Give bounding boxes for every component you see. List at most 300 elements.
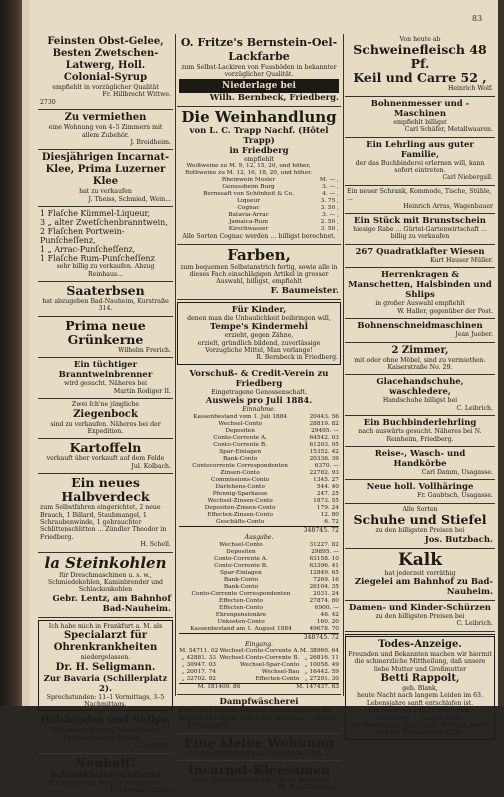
cell-label: Spar-Einlagen bbox=[219, 448, 262, 455]
table-row bbox=[179, 577, 339, 584]
einnahme-table bbox=[179, 414, 339, 526]
cell-value: 29495. — bbox=[311, 427, 339, 434]
table-row bbox=[179, 655, 339, 662]
ad-body: der das Buchbinderei erlernen will, kann sofort eintreten. bbox=[355, 159, 485, 175]
ad-sign: Carl Niebergall. bbox=[442, 174, 493, 182]
ad-sign: J. Theiss, Schmied, Wein... bbox=[88, 195, 171, 203]
ad-obst bbox=[38, 34, 173, 110]
cell-label: Bank-Conto bbox=[222, 455, 258, 462]
ausgabe-table bbox=[179, 542, 339, 633]
cell-label: Jamaica-Rum bbox=[229, 219, 268, 226]
cell-label: Commissions-Conto bbox=[211, 476, 270, 483]
table-row bbox=[179, 449, 339, 456]
ad-number: 2730 bbox=[40, 98, 56, 106]
ad-sign: Heinrich Wolf. bbox=[447, 85, 493, 93]
cell-value: 6. 72 bbox=[324, 518, 339, 525]
cell-label: Kassenbestand am 1. August 1884 bbox=[190, 625, 292, 632]
cell-label: Kassenbestand vom 1. Juli 1884 bbox=[193, 413, 288, 420]
ausgabe-label: Ausgabe. bbox=[244, 534, 274, 542]
cell-c: „ 27291. 30 bbox=[304, 676, 339, 683]
ad-fritze bbox=[177, 34, 341, 107]
ad-title: Diesjährigen Incarnat-Klee, Prima Luzerner Klee bbox=[41, 152, 170, 188]
table-row bbox=[179, 484, 339, 491]
cell-price: 3. 75 , bbox=[320, 198, 339, 205]
ad-wohnung bbox=[177, 734, 341, 761]
ad-sign: Jean Jueber. bbox=[455, 331, 493, 339]
ad-body: zu den billigsten Preisen bei bbox=[375, 612, 465, 620]
table-row bbox=[179, 505, 339, 512]
ad-sign: Martin Rodiger II. bbox=[113, 387, 171, 395]
cell-b: Wechsel-Bau bbox=[261, 669, 300, 676]
column-rule bbox=[175, 34, 176, 696]
ad-moebel bbox=[345, 186, 495, 214]
cell-label: Geschäfts-Conto bbox=[215, 518, 265, 525]
ad-body: für eine stille Familie zu vermiethen, auch ... bbox=[188, 749, 330, 757]
ad-title: Saaterbsen bbox=[66, 283, 145, 299]
page-edge bbox=[498, 0, 504, 706]
cell-price bbox=[318, 170, 339, 177]
ad-body: verkauft über verkauft auf dem Felde bbox=[46, 455, 165, 463]
table-row bbox=[179, 170, 339, 177]
ad-sign: Heinrich Arras, Wagenbauer bbox=[403, 202, 493, 210]
cell-value: 20443. 56 bbox=[309, 413, 339, 420]
ad-pre: Alle Sorten bbox=[402, 505, 438, 513]
table-row bbox=[179, 191, 339, 198]
ad-date: Friedberg, 1. August 1884. bbox=[377, 714, 463, 722]
cell-label: Contocorrente Correspondenten bbox=[192, 462, 288, 469]
cell-value: 64542. 03 bbox=[309, 434, 339, 441]
ad-body: zum Selbst-Lackiren von Fussböden in bekannter vorzüglicher Qualität. bbox=[181, 64, 337, 79]
table-row bbox=[179, 463, 339, 470]
cell-label: Conto-Corrente A. bbox=[213, 434, 267, 441]
cell-c: „ 10058. 49 bbox=[304, 662, 339, 669]
cell-label: Bernesaft von Schönheit & Co. bbox=[203, 191, 294, 198]
ad-title: Incarnat-Kleesamen bbox=[187, 761, 331, 777]
ad-note: Alle Sorten Cognac werden ... billigst berechnet. bbox=[182, 233, 336, 241]
cell-label: Weißweine zu M. 9, 12, 15, 20, und höher, bbox=[186, 163, 311, 170]
cell-label: Effecten-Zinsen-Conto bbox=[207, 511, 273, 518]
cell-value: 12849. 65 bbox=[309, 569, 339, 576]
ad-sign: Jos. Butzbach. bbox=[424, 534, 493, 545]
cell-a: „ 20017. 74 bbox=[181, 669, 216, 676]
column-rule bbox=[343, 34, 344, 696]
cell-a: „ 32702. 92 bbox=[181, 676, 216, 683]
cell-value: 160. 20 bbox=[316, 618, 339, 625]
ausgabe-total: 348745. 72 bbox=[179, 633, 339, 641]
ad-title: Damen- und Kinder-Schürzen bbox=[349, 602, 491, 613]
cell-b: Wechsel-Spar-Conto bbox=[239, 662, 300, 669]
table-row bbox=[179, 163, 339, 170]
ad-intro: empfiehlt bbox=[244, 155, 274, 163]
table-row bbox=[179, 605, 339, 612]
ad-line: 1 Flaſche Kümmel-Liqueur, bbox=[40, 209, 151, 219]
table-row bbox=[179, 414, 339, 421]
cell-c: „ 26816. 11 bbox=[304, 655, 339, 662]
cell-a: „ 42881. 33 bbox=[181, 655, 216, 662]
ad-title: Feinsten Obst-Gelee, Besten Zwetschen-Latwerg, Holl. Colonial-Syrup bbox=[47, 36, 164, 83]
cell-value: 6900. — bbox=[314, 604, 339, 611]
ad-body: empfiehlt in vorzüglicher Qualität bbox=[52, 84, 159, 91]
eingang-totals bbox=[179, 683, 339, 691]
ad-body: zu den billigsten Preisen bei bbox=[375, 527, 465, 535]
ad-body: sehr billig zu verkaufen. Abzug Reinhaus... bbox=[56, 263, 155, 278]
ad-sign: Carl Schäfer, Metallwaaren. bbox=[404, 126, 493, 134]
table-row bbox=[179, 470, 339, 477]
table-row bbox=[179, 498, 339, 505]
ad-zimmer bbox=[345, 343, 495, 376]
cell-label: Kirschwasser bbox=[228, 226, 269, 233]
ad-subtitle: von L. C. Trapp Nachf. (Hôtel Trapp) bbox=[189, 125, 329, 146]
cell-label: Unkosten-Conto bbox=[217, 618, 265, 625]
cell-label: Depositen bbox=[226, 548, 256, 555]
cell-value: 46. 42 bbox=[320, 611, 339, 618]
ad-pre: Von heute ab bbox=[399, 36, 441, 43]
ad-sign: Wilhelmine Schmit. bbox=[109, 787, 171, 795]
ad-title: Kartoffeln bbox=[69, 440, 142, 456]
ad-kindermehl bbox=[177, 302, 341, 365]
ad-brand: Tempe's Kindermehl bbox=[210, 322, 308, 333]
ad-title: Todes-Anzeige. bbox=[378, 638, 462, 650]
ad-title: Specialarzt für Ohrenkrankheiten bbox=[53, 630, 158, 654]
table-row bbox=[179, 428, 339, 435]
ad-line: 1 Flaſche Rum-Punſcheſſenz bbox=[40, 254, 155, 264]
ad-line: denen man die Unbaulichkeit beibringen will, bbox=[187, 314, 331, 322]
ad-body: Beste aller kleinen Waaren! In allen Zweigen der Wäsche hält bei W. Holl & Co. Weidenau ... ferner ... Bezugsquelle bbox=[179, 707, 335, 730]
ad-title: Vorschuß- & Credit-Verein zu Friedberg bbox=[189, 368, 329, 389]
table-row bbox=[179, 570, 339, 577]
ad-title: Prima neue Grünkerne bbox=[65, 317, 146, 347]
ad-ausweis: Ausweis pro Juli 1884. bbox=[205, 396, 313, 407]
ad-line: 3 „ alter Zwetſchenbranntwein, bbox=[40, 218, 168, 228]
ad-title: Ein Stück mit Brunstschein bbox=[354, 216, 486, 227]
cell-label: Cognac bbox=[237, 205, 260, 212]
cell-label: Bank-Conto bbox=[223, 576, 259, 583]
cell-value: 179. 24 bbox=[316, 504, 339, 511]
table-row bbox=[179, 205, 339, 212]
ad-sign: Ziegelei am Bahnhof zu Bad-Nauheim. bbox=[354, 576, 493, 597]
ad-hours: Sprechstunden: 11–1 Vormittags, 3–5 Nachmittags. bbox=[46, 693, 165, 708]
ad-incarnat-kleesamen bbox=[177, 761, 341, 795]
table-row bbox=[179, 662, 339, 669]
cell-price: 4. — , bbox=[322, 191, 339, 198]
eingang-label: Eingang. bbox=[244, 640, 274, 648]
cell-label: Wechsel-Zinsen-Conto bbox=[207, 497, 273, 504]
ad-title: Dampfwäscherei bbox=[219, 697, 299, 708]
cell-price: 3. 50 , bbox=[320, 205, 339, 212]
eingang-table bbox=[179, 648, 339, 683]
cell-label: Bank-Conto bbox=[223, 583, 259, 590]
table-row bbox=[179, 184, 339, 191]
ad-sign: Carl Damm, Usagasse. bbox=[421, 468, 493, 476]
ad-title: Ein neues Halbverdeck bbox=[61, 475, 150, 505]
ad-subtitle: Eingetragene Genossenschaft. bbox=[211, 388, 307, 396]
table-row bbox=[179, 421, 339, 428]
ad-vorschuss-verein bbox=[177, 367, 341, 695]
cell-label: Conto-Corrente B. bbox=[214, 562, 268, 569]
table-row bbox=[179, 549, 339, 556]
ad-sign: Wilhelm Frerich. bbox=[118, 346, 171, 354]
cell-label: Liqueur bbox=[236, 198, 261, 205]
ad-line: 1 „ Arrac-Punſcheſſenz, bbox=[40, 245, 136, 255]
ad-line: erzieht, gegen Zähne, bbox=[224, 332, 294, 340]
cell-label: Depositen-Zinsen-Conto bbox=[204, 504, 276, 511]
cell-value: 22782. 93 bbox=[309, 469, 339, 476]
ad-vollhaeringe bbox=[345, 480, 495, 503]
ad-title: 267 Quadratklafter Wiesen bbox=[355, 246, 485, 257]
column-middle bbox=[177, 34, 341, 792]
ad-title: Die Weinhandlung bbox=[181, 107, 337, 126]
ad-body: Handschuhe billigst bei bbox=[382, 397, 458, 405]
ad-address: Zur Bavaria (Schillerplatz 2). bbox=[43, 673, 168, 694]
cell-value: 7269. 16 bbox=[313, 576, 339, 583]
ad-ziegen bbox=[38, 399, 173, 439]
ad-pre: Zwei ſch'ne jüngliche bbox=[71, 401, 140, 409]
ad-schuerzen bbox=[345, 601, 495, 632]
table-row bbox=[179, 477, 339, 484]
ad-body: mit oder ohne Möbel, sind zu vermiethen. Kaiserstraße No. 29. bbox=[354, 356, 486, 371]
cell-value: 12. 80 bbox=[320, 511, 339, 518]
ad-body: hat zu verkaufen bbox=[79, 188, 132, 196]
book-binding bbox=[0, 0, 22, 706]
ad-title: Kalk bbox=[397, 549, 443, 570]
table-row bbox=[179, 598, 339, 605]
cell-value: 6370. — bbox=[314, 462, 339, 469]
ad-sign: Ph. Zeu. Trommels. bbox=[277, 784, 339, 792]
cell-value: 1873. 55 bbox=[313, 497, 339, 504]
ad-sign: R. Bernbeck in Friedberg. bbox=[256, 354, 338, 362]
cell-price: 3. — , bbox=[322, 184, 339, 191]
cell-value: 2031. 24 bbox=[313, 590, 339, 597]
table-row bbox=[179, 198, 339, 205]
table-row bbox=[179, 619, 339, 626]
ad-body: (neuer Qualität) empfiehlt à 30 Pf. per Pfund bbox=[188, 776, 330, 784]
cell-label: Conto-Corrente B. bbox=[213, 441, 268, 448]
ad-halbverdeck bbox=[38, 474, 173, 552]
table-row bbox=[179, 491, 339, 498]
ad-title: Ein tüchtiger Branntweinbrenner bbox=[58, 360, 153, 381]
ad-subtitle: geb. Blank, bbox=[402, 685, 438, 692]
cell-label: Batavia-Arrac bbox=[228, 212, 269, 219]
table-row bbox=[179, 219, 339, 226]
ad-title: Bohnenschneidmaschinen bbox=[357, 321, 483, 332]
ad-bohnenmesser bbox=[345, 97, 495, 138]
ad-title: O. Fritze's Bernstein-Oel-Lackfarbe bbox=[180, 36, 338, 63]
ad-doctor-name: Dr. H. Seligmann. bbox=[55, 661, 156, 673]
ad-body: Ein neuer Schrank, Kommode, Tische, Stühle, ... bbox=[347, 187, 492, 203]
cell-label: Wechsel-Conto bbox=[218, 420, 262, 427]
cell-b: Effecten-Conto bbox=[255, 676, 300, 683]
table-row bbox=[179, 519, 339, 526]
ad-title: Herrenkragen & Manschetten, Halsbinden und Shlips bbox=[348, 270, 492, 301]
ad-title: Ziegenbock bbox=[73, 408, 138, 420]
ad-buchbinderlehrling bbox=[345, 416, 495, 447]
table-row bbox=[179, 556, 339, 563]
cell-value: 29895. — bbox=[311, 548, 339, 555]
cell-label: Wechsel-Conto bbox=[219, 541, 263, 548]
table-row bbox=[179, 456, 339, 463]
ad-glacehandschuhe bbox=[345, 375, 495, 416]
table-row bbox=[179, 584, 339, 591]
ad-title: Halsbinden und Shlips, bbox=[40, 715, 171, 727]
ad-reisekoerbe bbox=[345, 447, 495, 480]
ad-sign: Wilh. Bernbeck, Friedberg. bbox=[209, 92, 339, 103]
einnahme-total: 348745. 72 bbox=[179, 526, 339, 534]
page-number: 83 bbox=[472, 14, 483, 23]
ad-steinkohlen bbox=[38, 553, 173, 618]
cell-c: „ 16442. 59 bbox=[304, 669, 339, 676]
ad-sign: Jul. Kolbach. bbox=[131, 462, 171, 470]
cell-label: Rothweine zu M. 12, 16, 18, 20, und höher. bbox=[185, 170, 313, 177]
ad-body: hat abzugeben Bad-Nauheim, Kurstraße 314. bbox=[42, 298, 169, 313]
ad-city: in Friedberg bbox=[229, 145, 289, 156]
ad-footer: Die Beerdigung findet statt: Sonntag den 3. August, Nachmittags 4 Uhr. bbox=[351, 722, 489, 737]
table-row bbox=[179, 563, 339, 570]
ad-title: Schweinefleisch 48 Pf. bbox=[353, 42, 487, 72]
table-row bbox=[179, 435, 339, 442]
table-row bbox=[179, 442, 339, 449]
ad-body: hiesige Rabe ... Gürtel-Gartenwirtschaft ... billig zu verkaufen bbox=[353, 226, 487, 241]
ad-flaschen bbox=[38, 207, 173, 282]
ad-todes-anzeige bbox=[345, 634, 495, 740]
ad-body: zum Selbstfahren eingerichtet, 2 neue Brauch, 1 Billard, Staubmangel, 1 Schraubenwinde, 1 gebrauchter Schlittenschlitten ... Zündler Theodor in Friedberg. bbox=[40, 504, 167, 541]
ad-title: Reise-, Wasch- und Handkörbe bbox=[374, 448, 466, 469]
ad-bohnenschneidmaschinen bbox=[345, 319, 495, 342]
cell-value: 1345. 27 bbox=[313, 476, 339, 483]
column-left bbox=[38, 34, 173, 795]
ad-sign: C. Leibrich. bbox=[456, 404, 493, 412]
ad-body: nach auswärts gesucht. Näheres bei N. Reinheim, Friedberg. bbox=[358, 428, 482, 443]
ad-body: in großer Auswahl empfiehlt bbox=[375, 300, 465, 308]
ad-sign: Die trauernden Hinterbliebenen. bbox=[368, 707, 472, 715]
ad-body: eine Wohnung von 4–5 Zimmern mit allem Zubehör. bbox=[48, 124, 163, 139]
table-row bbox=[179, 212, 339, 219]
cell-value: 26104. 35 bbox=[309, 583, 339, 590]
cell-label: Darlehens-Conto bbox=[215, 483, 265, 490]
ad-klee bbox=[38, 150, 173, 207]
ad-title: Farben, bbox=[227, 245, 291, 264]
ad-saaterbsen bbox=[38, 282, 173, 317]
table-row bbox=[179, 669, 339, 676]
ad-body: Freunden und Bekannten machen wir hiermit die schmerzliche Mittheilung, daß unsere liebe Mutter und Großmutter bbox=[348, 650, 492, 673]
cell-price: M. — , bbox=[319, 177, 339, 184]
cell-value: 247. 25 bbox=[316, 490, 339, 497]
ad-body: niedergelassen. bbox=[80, 654, 131, 662]
cell-value: 15352. 42 bbox=[309, 448, 339, 455]
ad-sign: Fr. Hillbrecht Wittwe. bbox=[102, 91, 171, 99]
ad-sign: Gebr. Lentz, am Bahnhof Bad-Nauheim. bbox=[52, 593, 171, 614]
ad-vermiethen bbox=[38, 110, 173, 150]
ad-sign: W. Haller, gegenüber der Post. bbox=[397, 307, 493, 315]
ad-line: erzielt, gründlich bildend, zuverlässige Vorzugliche Mittel, Man verlange! bbox=[197, 339, 321, 355]
ad-band: Niederlage bei bbox=[179, 79, 339, 93]
ad-title: Bohnenmesser und -Maschinen bbox=[370, 98, 470, 119]
cell-value: 20336. 39 bbox=[309, 455, 339, 462]
cell-label: Zinsen-Conto bbox=[220, 469, 260, 476]
ad-ohrenarzt bbox=[38, 620, 173, 712]
cell-label: Effecten-Conto bbox=[218, 604, 263, 611]
ad-body: für Damen und Mädchen billigst bei bbox=[48, 779, 163, 787]
ad-sign: H. Schell. bbox=[140, 541, 171, 549]
column-right bbox=[345, 34, 495, 737]
ad-title: la Steinkohlen bbox=[44, 553, 167, 572]
ad-body-2: heute Nacht nach langem Leiden im 63. Lebensjahre sanft entschlafen ist. bbox=[357, 692, 483, 707]
ad-lehrling bbox=[345, 138, 495, 186]
table-row bbox=[179, 626, 339, 633]
table-row bbox=[179, 226, 339, 233]
ad-body: für Dreschmaschinen u. s. w., Schmiedekohlen, Kaminbrender und Schlackenkohlen bbox=[47, 571, 164, 594]
ad-sign: Kurt Hauser Müller. bbox=[430, 256, 493, 264]
cell-price bbox=[318, 163, 339, 170]
cell-value: 31227. 82 bbox=[309, 541, 339, 548]
ad-sign: Fr. Gaubtsch, Usagasse. bbox=[417, 492, 493, 500]
ad-brunstschein bbox=[345, 214, 495, 245]
table-row bbox=[179, 177, 339, 184]
ad-title: Eine kleine Wohnung bbox=[184, 734, 334, 750]
ad-quadratklafter bbox=[345, 245, 495, 268]
wine-price-list bbox=[179, 163, 339, 233]
cell-value: 63396. 41 bbox=[309, 562, 339, 569]
cell-c: M. 38960. 64 bbox=[299, 648, 339, 655]
cell-label: Pfennig-Sparkasse bbox=[212, 490, 268, 497]
ad-farben bbox=[177, 245, 341, 300]
ad-subtitle: Schlankhalter-Corsetts bbox=[50, 769, 161, 780]
ad-sign: F. Baumeister. bbox=[270, 285, 339, 296]
ad-dampfwaescherei bbox=[177, 695, 341, 733]
ad-schuhe bbox=[345, 504, 495, 549]
ad-title: Schuhe und Stiefel bbox=[353, 512, 487, 528]
cell-value: 63158. 10 bbox=[309, 555, 339, 562]
ad-title: Neuheit! bbox=[74, 754, 137, 770]
cell-value: 49678. 70 bbox=[309, 625, 339, 632]
cell-label: Ehrenpensionäre bbox=[215, 611, 267, 618]
ad-body: wird gesucht. Näheres bei bbox=[64, 380, 147, 388]
table-row bbox=[179, 648, 339, 655]
cell-value: 544. 40 bbox=[316, 483, 339, 490]
ad-body: zum bequemen Selbstanstrich fertig, sowie alle in dieses Fach einschlägigen Artikel in grosser Auswahl, billigst, empfiehlt bbox=[180, 263, 338, 286]
ad-neuheit bbox=[38, 754, 173, 797]
ad-body: hat jederzeit vorräthig bbox=[384, 569, 456, 577]
ad-kalk bbox=[345, 549, 495, 601]
table-row bbox=[179, 591, 339, 598]
ad-title: Zu vermiethen bbox=[64, 112, 147, 124]
ad-line: 2 Flaſchen Portwein-Punſcheſſenz, bbox=[40, 227, 125, 246]
ad-title: Neue holl. Vollhäringe bbox=[366, 482, 474, 493]
ad-sign: C. Leibrich. bbox=[456, 620, 493, 628]
cell-b: Wechsel-Conto-Corrente A. bbox=[219, 648, 300, 655]
cell-label: Conto-Corrente Correspondenten bbox=[191, 590, 291, 597]
ad-deceased-name: Betti Rappolt, bbox=[380, 673, 460, 684]
ad-title: Ein Lehrling aus guter Familie, bbox=[366, 139, 474, 160]
ad-sign: J. Breidheim. bbox=[130, 139, 171, 147]
cell-label: Effecten-Conto bbox=[218, 597, 263, 604]
cell-a: M. 54711. 02 bbox=[179, 648, 219, 655]
cell-a: „ 30947. 03 bbox=[181, 662, 216, 669]
table-row bbox=[179, 542, 339, 549]
ad-pre: Ich habe mich in Frankfurt a. M. als bbox=[48, 622, 163, 630]
cell-label: Depositen bbox=[225, 427, 255, 434]
cell-label: Rheinwein Mosler bbox=[221, 177, 276, 184]
cell-label: Conto-Corrente A. bbox=[214, 555, 268, 562]
table-row bbox=[179, 612, 339, 619]
ad-halsbinden bbox=[38, 713, 173, 753]
ad-title: 2 Zimmer, bbox=[391, 344, 449, 356]
ad-title: Glacehandschuhe, waschledere, bbox=[376, 377, 464, 398]
ad-title: Ein Buchbinderlehrling bbox=[363, 418, 477, 429]
cell-price: 3. — , bbox=[322, 212, 339, 219]
einnahme-label: Einnahme. bbox=[242, 406, 276, 414]
ad-kartoffeln bbox=[38, 439, 173, 474]
cell-value: 27874. 80 bbox=[309, 597, 339, 604]
